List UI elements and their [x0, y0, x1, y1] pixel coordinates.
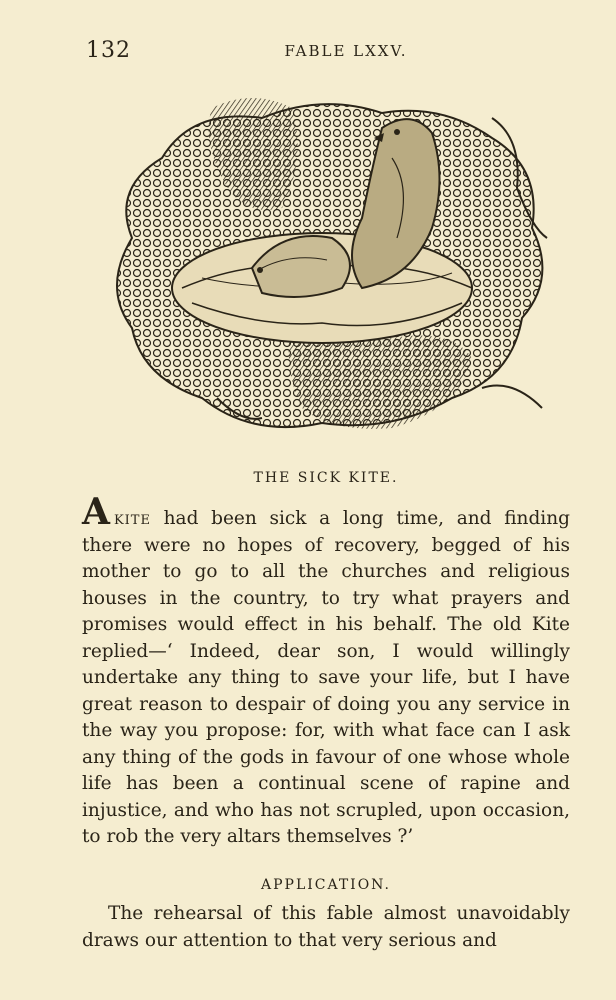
application-text: The rehearsal of this fable almost unavoidably draws our attention to that very serious and: [82, 903, 570, 951]
page-number: 132: [86, 38, 131, 63]
fable-title: THE SICK KITE.: [253, 470, 399, 486]
fable-body-text: had been sick a long time, and finding there were no hopes of recovery, begged of his mother to go to all the churches and religious houses in the country, to try what prayers and promises would effect in his behalf. The old Kite replied—‘ Indeed, dear son, I would willingly undertake any thing to save your life, but I have great reason to despair of doing you any service in the way you propose: for, with what face can I ask any thing of the gods in favour of one whose whole life has been a continual scene of rapine and injustice, and who has not scrupled, upon occasion, to rob the very altars themselves ?’: [82, 508, 570, 847]
first-word: kite: [113, 508, 151, 529]
page-header: [86, 38, 566, 68]
drop-cap: A: [82, 491, 110, 533]
kite-nest-engraving: [92, 88, 562, 444]
fable-body: [82, 491, 570, 851]
running-head: FABLE LXXV.: [284, 42, 408, 60]
application-heading: APPLICATION.: [261, 877, 391, 893]
